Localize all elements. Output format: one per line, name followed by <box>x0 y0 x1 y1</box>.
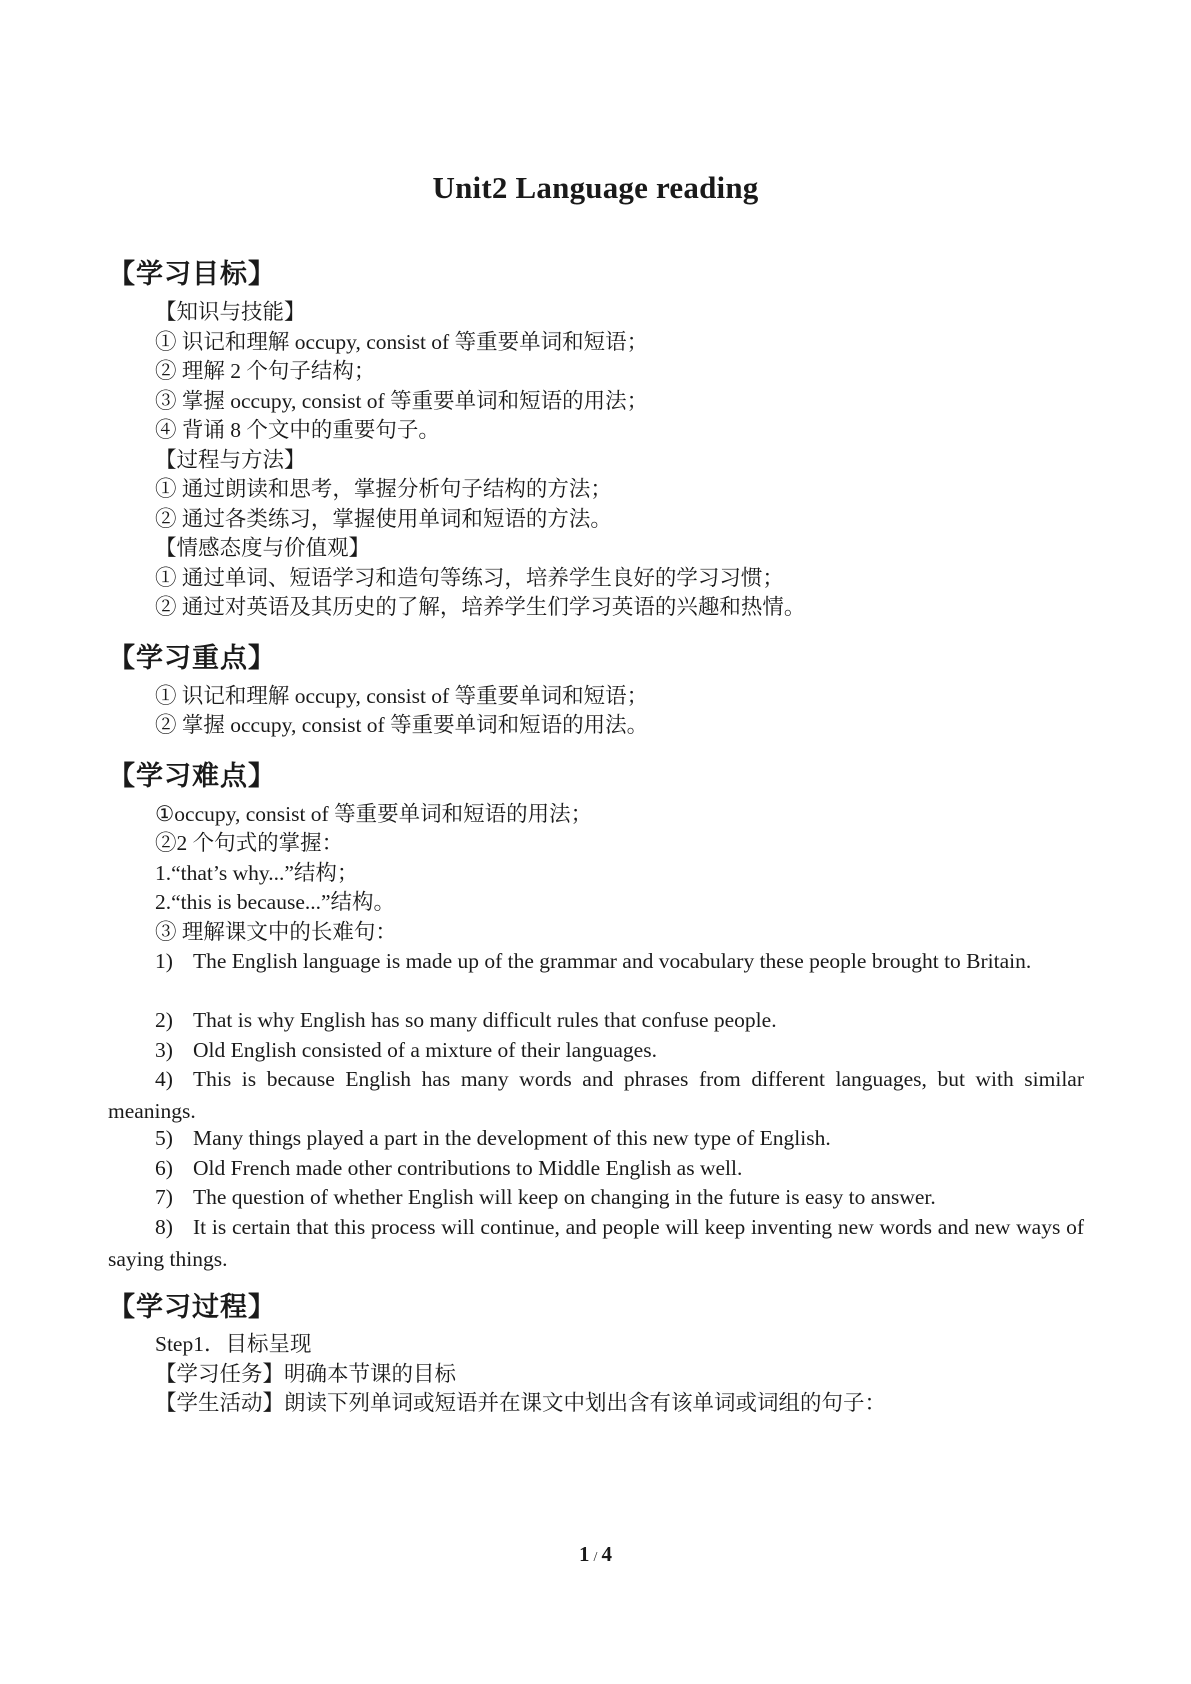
page-current: 1 <box>579 1542 590 1566</box>
sentence-number: 3) <box>155 1038 173 1062</box>
sentence-number: 2) <box>155 1008 173 1032</box>
page-separator: / <box>593 1550 598 1565</box>
list-item: Step1．目标呈现 <box>155 1332 312 1356</box>
sentence-number: 1) <box>155 949 173 973</box>
page-title: Unit2 Language reading <box>432 170 759 205</box>
subsection-label-emotion: 【情感态度与价值观】 <box>155 536 371 560</box>
list-item: ③ 理解课文中的长难句： <box>155 920 397 944</box>
list-item: 【学习任务】明确本节课的目标 <box>155 1362 457 1386</box>
list-item: ① 通过朗读和思考，掌握分析句子结构的方法； <box>155 477 612 501</box>
page-number <box>0 1542 1191 1567</box>
sentence-item <box>108 945 1084 977</box>
list-item: ② 通过各类练习，掌握使用单词和短语的方法。 <box>155 507 612 531</box>
list-item: 【学生活动】朗读下列单词或短语并在课文中划出含有该单词或词组的句子： <box>155 1391 887 1415</box>
sentence-number: 8) <box>155 1215 173 1239</box>
section-heading-key-points: 【学习重点】 <box>108 643 276 673</box>
sentence-text: Many things played a part in the development of this new type of English. <box>193 1126 831 1150</box>
sentence-text: Old French made other contributions to Middle English as well. <box>193 1156 743 1180</box>
sentence-item <box>108 1004 1084 1036</box>
list-item: 2.“this is because...”结构。 <box>155 890 396 914</box>
section-heading-difficulties: 【学习难点】 <box>108 761 276 791</box>
list-item: ①occupy, consist of 等重要单词和短语的用法； <box>155 802 593 826</box>
sentence-item <box>108 1034 1084 1066</box>
sentence-item <box>108 1152 1084 1184</box>
sentence-text: This is because English has many words and phrases from different languages, but with similar meanings. <box>108 1067 1084 1123</box>
section-heading-process: 【学习过程】 <box>108 1292 276 1322</box>
list-item: 1.“that’s why...”结构； <box>155 861 359 885</box>
sentence-item <box>108 1063 1084 1127</box>
sentence-text: Old English consisted of a mixture of their languages. <box>193 1038 657 1062</box>
sentence-text: That is why English has so many difficult rules that confuse people. <box>193 1008 777 1032</box>
list-item: ② 通过对英语及其历史的了解，培养学生们学习英语的兴趣和热情。 <box>155 595 806 619</box>
list-item: ③ 掌握 occupy, consist of 等重要单词和短语的用法； <box>155 389 649 413</box>
list-item: ②2 个句式的掌握： <box>155 831 344 855</box>
list-item: ② 掌握 occupy, consist of 等重要单词和短语的用法。 <box>155 713 649 737</box>
section-heading-goals: 【学习目标】 <box>108 259 276 289</box>
sentence-number: 5) <box>155 1126 173 1150</box>
list-item: ① 识记和理解 occupy, consist of 等重要单词和短语； <box>155 330 649 354</box>
sentence-number: 6) <box>155 1156 173 1180</box>
list-item: ② 理解 2 个句子结构； <box>155 359 376 383</box>
list-item: ① 识记和理解 occupy, consist of 等重要单词和短语； <box>155 684 649 708</box>
list-item: ④ 背诵 8 个文中的重要句子。 <box>155 418 440 442</box>
page-total: 4 <box>601 1542 612 1566</box>
sentence-number: 4) <box>155 1067 173 1091</box>
sentence-item <box>108 1181 1084 1213</box>
sentence-item <box>108 1211 1084 1275</box>
sentence-text: The question of whether English will keep on changing in the future is easy to answer. <box>193 1185 936 1209</box>
sentence-text: It is certain that this process will continue, and people will keep inventing new words and new ways of saying things. <box>108 1215 1084 1271</box>
subsection-label-knowledge: 【知识与技能】 <box>155 300 306 324</box>
subsection-label-process: 【过程与方法】 <box>155 448 306 472</box>
sentence-number: 7) <box>155 1185 173 1209</box>
sentence-item <box>108 1122 1084 1154</box>
sentence-text: The English language is made up of the grammar and vocabulary these people brought to Britain. <box>193 949 1032 973</box>
list-item: ① 通过单词、短语学习和造句等练习，培养学生良好的学习习惯； <box>155 566 784 590</box>
